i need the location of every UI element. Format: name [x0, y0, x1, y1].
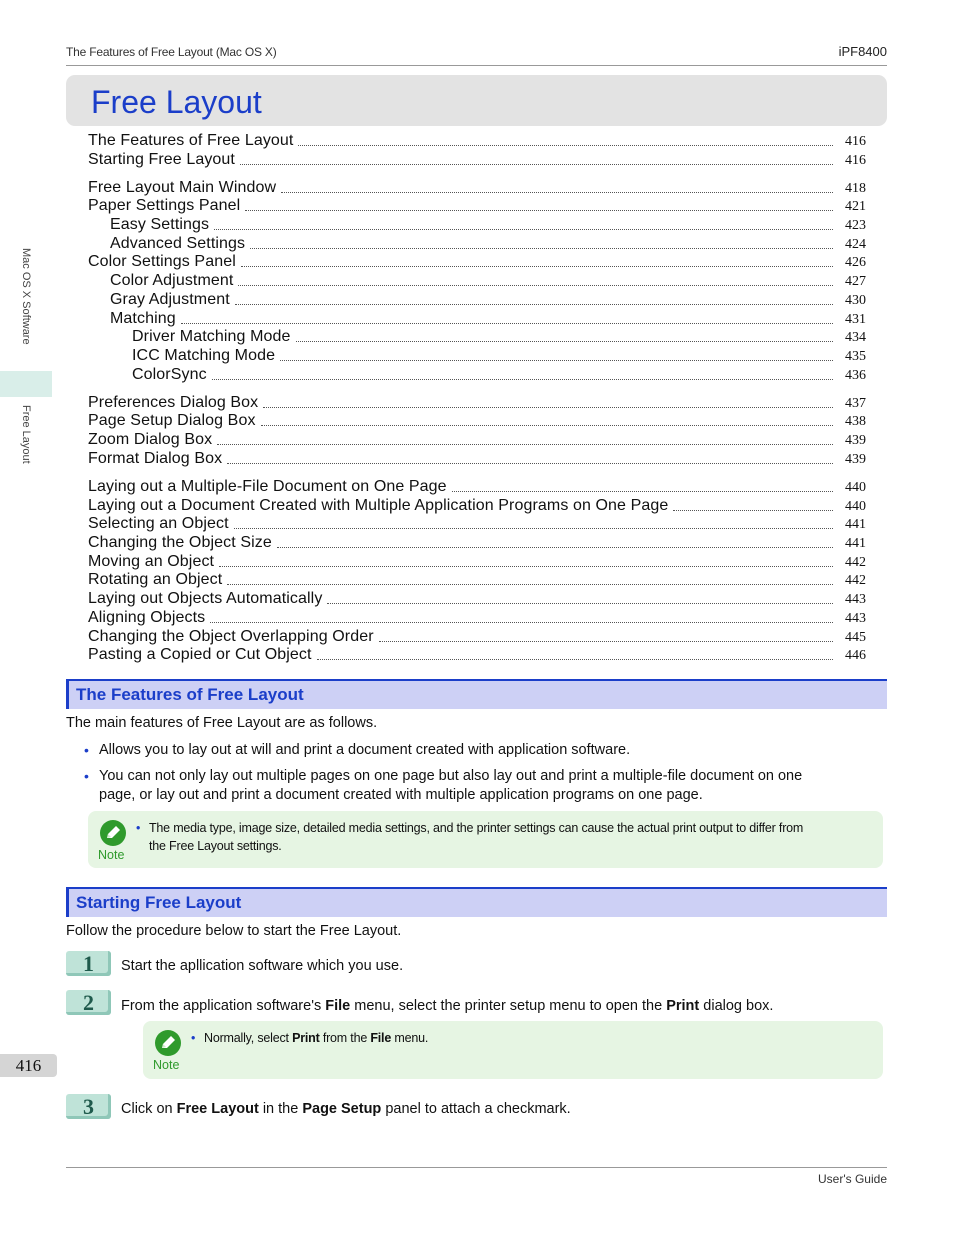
toc-page: 427 [845, 274, 866, 289]
toc-entry[interactable] [88, 571, 866, 589]
toc-entry[interactable] [88, 394, 866, 412]
toc-label: Page Setup Dialog Box [88, 412, 256, 429]
note-bullet-marker: • [191, 1031, 196, 1045]
step-2-badge: 2 [66, 990, 111, 1015]
toc-leader [235, 303, 833, 305]
toc-leader [181, 322, 833, 324]
features-bullet-2-line-2: page, or lay out and print a document created with multiple application programs on one page. [99, 787, 703, 803]
toc-label: Zoom Dialog Box [88, 431, 213, 448]
toc-entry[interactable] [88, 450, 866, 468]
bullet-marker: • [84, 742, 89, 758]
toc-entry[interactable] [132, 366, 866, 384]
toc-label: Preferences Dialog Box [88, 394, 259, 411]
toc-page: 443 [845, 611, 866, 626]
section-heading-text: The Features of Free Layout [76, 685, 304, 704]
toc-page: 443 [845, 592, 866, 607]
step-2-file-menu: File [325, 998, 351, 1014]
step-2-text-c: menu, select the printer setup menu to open the [350, 998, 667, 1014]
step-3-text-c: in the [258, 1101, 303, 1117]
toc-entry[interactable] [88, 478, 866, 496]
step-3-text-e: panel to attach a checkmark. [381, 1101, 571, 1117]
toc-entry[interactable] [88, 197, 866, 215]
toc-label: Starting Free Layout [88, 151, 235, 168]
toc-leader [379, 640, 833, 642]
toc-label: Paper Settings Panel [88, 197, 241, 214]
toc-entry[interactable] [110, 235, 866, 253]
toc-entry[interactable] [110, 272, 866, 290]
toc-label: Pasting a Copied or Cut Object [88, 646, 312, 663]
toc-leader [281, 191, 833, 193]
toc-label: Color Adjustment [110, 272, 234, 289]
toc-page: 439 [845, 452, 866, 467]
toc-leader [210, 621, 833, 623]
running-header-model: iPF8400 [838, 44, 887, 59]
toc-leader [327, 602, 833, 604]
toc-leader [241, 265, 833, 267]
toc-page: 442 [845, 573, 866, 588]
note-bullet-marker: • [136, 821, 141, 835]
toc-entry[interactable] [88, 253, 866, 271]
step-3-text-a: Click on [121, 1101, 177, 1117]
toc-entry[interactable] [88, 151, 866, 169]
toc-page: 424 [845, 237, 866, 252]
note-label: Note [153, 1058, 180, 1072]
step-2-print-dialog: Print [666, 998, 700, 1014]
toc-entry[interactable] [110, 216, 866, 234]
note-pencil-icon [100, 820, 126, 846]
features-bullet-2-line-1: You can not only lay out multiple pages on one page but also lay out and print a multiple-file document on one [99, 768, 803, 784]
toc-label: Matching [110, 310, 176, 327]
toc-page: 418 [845, 181, 866, 196]
toc-leader [673, 509, 833, 511]
toc-entry[interactable] [88, 412, 866, 430]
toc-label: Moving an Object [88, 553, 215, 570]
features-bullet-1: Allows you to lay out at will and print a document created with application software. [99, 742, 631, 758]
side-tab-highlight [0, 371, 52, 397]
bullet-marker: • [84, 768, 89, 784]
note-text-e: menu. [391, 1031, 429, 1045]
toc-label: Changing the Object Size [88, 534, 272, 551]
toc-page: 421 [845, 199, 866, 214]
step-3-free-layout: Free Layout [176, 1101, 259, 1117]
toc-leader [317, 658, 833, 660]
toc-entry[interactable] [132, 347, 866, 365]
starting-intro: Follow the procedure below to start the Free Layout. [66, 923, 402, 939]
toc-page: 436 [845, 368, 866, 383]
toc-page: 423 [845, 218, 866, 233]
toc-label: Easy Settings [110, 216, 210, 233]
toc-entry[interactable] [88, 609, 866, 627]
toc-page: 445 [845, 630, 866, 645]
toc-entry[interactable] [88, 646, 866, 664]
toc-entry[interactable] [88, 497, 866, 515]
note-text [204, 1029, 428, 1047]
toc-entry[interactable] [88, 628, 866, 646]
features-intro: The main features of Free Layout are as follows. [66, 715, 378, 731]
note-box-step-2 [143, 1021, 883, 1079]
toc-page: 442 [845, 555, 866, 570]
toc-page: 430 [845, 293, 866, 308]
toc-label: Laying out Objects Automatically [88, 590, 323, 607]
toc-leader [227, 462, 833, 464]
toc-leader [219, 565, 833, 567]
side-tab-section: Mac OS X Software [20, 248, 32, 345]
step-2-text-e: dialog box. [699, 998, 774, 1014]
toc-entry[interactable] [110, 310, 866, 328]
step-2-text-a: From the application software's [121, 998, 326, 1014]
toc-leader [452, 490, 833, 492]
step-3-badge: 3 [66, 1094, 111, 1119]
toc-label: Laying out a Document Created with Multiple Application Programs on One Page [88, 497, 669, 514]
toc-leader [214, 228, 833, 230]
toc-page: 440 [845, 499, 866, 514]
toc-page: 446 [845, 648, 866, 663]
toc-label: Format Dialog Box [88, 450, 223, 467]
toc-leader [240, 163, 833, 165]
header-divider [66, 65, 887, 66]
toc-page: 438 [845, 414, 866, 429]
toc-entry[interactable] [132, 328, 866, 346]
toc-label: Gray Adjustment [110, 291, 230, 308]
side-tab-chapter: Free Layout [20, 405, 32, 464]
toc-page: 439 [845, 433, 866, 448]
toc-label: Selecting an Object [88, 515, 229, 532]
toc-page: 441 [845, 536, 866, 551]
step-1-badge: 1 [66, 951, 111, 976]
toc-leader [250, 247, 833, 249]
toc-leader [280, 359, 833, 361]
toc-label: Aligning Objects [88, 609, 206, 626]
running-footer: User's Guide [818, 1172, 887, 1186]
toc-leader [245, 209, 833, 211]
footer-divider [66, 1167, 887, 1168]
note-text-line-2: the Free Layout settings. [149, 839, 282, 853]
toc-page: 435 [845, 349, 866, 364]
toc-page: 441 [845, 517, 866, 532]
note-label: Note [98, 848, 125, 862]
step-2-text [121, 998, 773, 1014]
toc-entry[interactable] [88, 515, 866, 533]
toc-label: ColorSync [132, 366, 207, 383]
toc-page: 416 [845, 153, 866, 168]
note-box [88, 811, 883, 868]
toc-label: Driver Matching Mode [132, 328, 291, 345]
step-3-page-setup: Page Setup [302, 1101, 382, 1117]
toc-page: 416 [845, 134, 866, 149]
step-1-text: Start the apllication software which you use. [121, 958, 404, 974]
toc-leader [277, 546, 833, 548]
toc-page: 434 [845, 330, 866, 345]
note-file: File [370, 1031, 392, 1045]
section-heading-text: Starting Free Layout [76, 893, 242, 912]
toc-leader [217, 443, 833, 445]
toc-leader [212, 378, 833, 380]
toc-leader [234, 527, 833, 529]
toc-page: 440 [845, 480, 866, 495]
toc-label: Rotating an Object [88, 571, 223, 588]
toc-label: Free Layout Main Window [88, 179, 277, 196]
toc-label: Changing the Object Overlapping Order [88, 628, 374, 645]
section-heading-features [66, 679, 887, 709]
toc-leader [263, 406, 833, 408]
toc-leader [227, 583, 833, 585]
toc-label: Color Settings Panel [88, 253, 236, 270]
toc-label: Advanced Settings [110, 235, 246, 252]
section-accent-bar [66, 889, 69, 917]
toc-label: The Features of Free Layout [88, 132, 294, 149]
page-number: 416 [0, 1054, 57, 1077]
note-text-a: Normally, select [204, 1031, 293, 1045]
toc-entry[interactable] [88, 590, 866, 608]
running-header-title: The Features of Free Layout (Mac OS X) [66, 45, 277, 59]
note-text-c: from the [319, 1031, 371, 1045]
toc-label: ICC Matching Mode [132, 347, 276, 364]
note-text-line-1: The media type, image size, detailed media settings, and the printer settings can cause the actual print output to differ from [149, 821, 804, 835]
toc-leader [296, 340, 834, 342]
toc-page: 437 [845, 396, 866, 411]
toc-leader [261, 424, 833, 426]
section-accent-bar [66, 681, 69, 709]
toc-leader [298, 144, 833, 146]
toc-entry[interactable] [88, 179, 866, 197]
toc-entry[interactable] [88, 534, 866, 552]
step-3-text [121, 1101, 571, 1117]
toc-page: 431 [845, 312, 866, 327]
section-heading-starting [66, 887, 887, 917]
toc-entry[interactable] [88, 132, 866, 150]
toc-entry[interactable] [88, 431, 866, 449]
page-title: Free Layout [91, 84, 262, 120]
toc-leader [238, 284, 833, 286]
toc-page: 426 [845, 255, 866, 270]
toc-label: Laying out a Multiple-File Document on One Page [88, 478, 447, 495]
note-pencil-icon [155, 1030, 181, 1056]
toc-entry[interactable] [88, 553, 866, 571]
toc-entry[interactable] [110, 291, 866, 309]
note-print: Print [292, 1031, 320, 1045]
